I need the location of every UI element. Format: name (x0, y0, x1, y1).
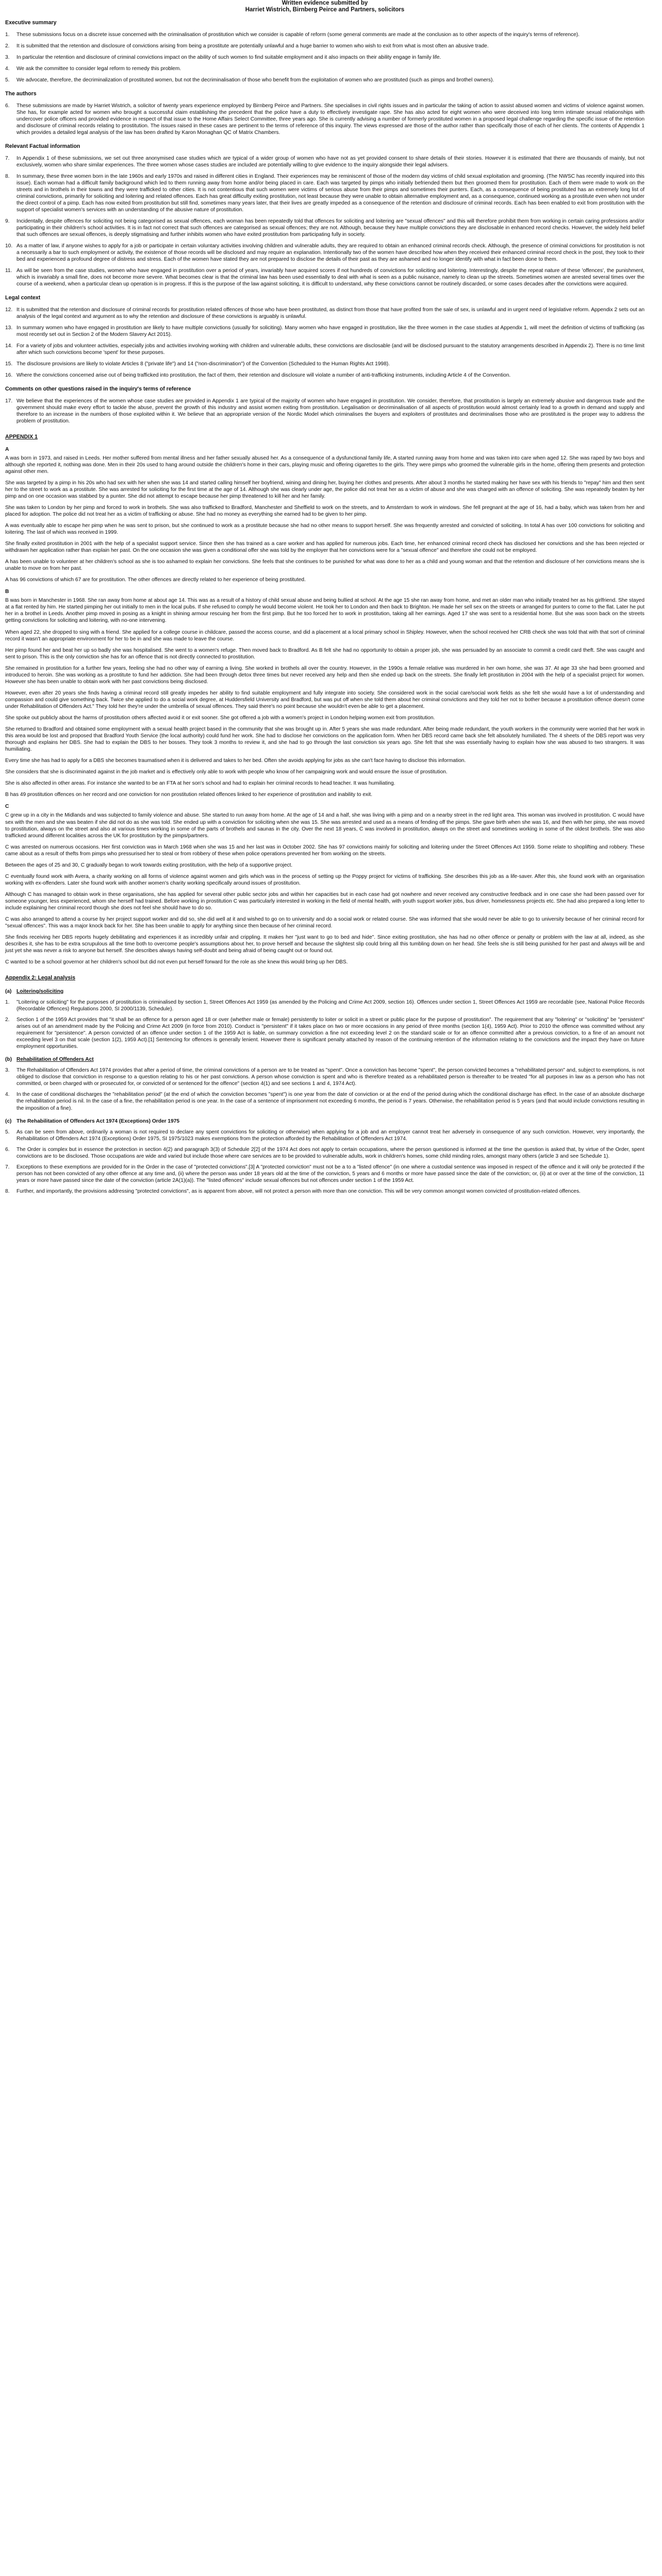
paragraph-text: The disclosure provisions are likely to violate Articles 8 ("private life") and 14 ("non-discrimination") of the Convention (Scheduled to the Human Rights Act 1998). (16, 361, 390, 367)
paragraph-text: Exceptions to these exemptions are provided for in the Order in the case of "protected convictions".[3] A "protected conviction" must not be a to a "listed offence" (in one where a custodial sentence was imposed in respect of the offence and it will only be protected if the person has not been convicted of any other offence at any time and, (ii) where the person was under 18 years old at the time of the conviction, 5 years and 6 months or more have passed since the date of the conviction; or, (ii) at or over at the time of the conviction, 11 years or more have passed since the date of the conviction (article 2A(1)(a)). The "listed offences" include sexual offences but not offences under section 1 of the 1959 Act. (16, 1164, 644, 1183)
numbered-paragraph (5, 343, 644, 356)
case-study-a (5, 446, 644, 584)
paragraph-text: As will be seen from the case studies, women who have engaged in prostitution over a period of years, invariably have acquired scores if not hundreds of convictions for soliciting and loitering. Interestingly, despite the repeat nature of these 'offences', the punishment, which is invariably a small fine, does not become more severe. What becomes clear is that the criminal law has been used essentially to deal with what is seen as a public nuisance, namely to clean up the streets. Sometimes women are arrested several times over the course of a weekend, when a particular clean up operation is in progress. If this is the purpose of the law against soliciting, it is difficult to understand, why these convictions cannot be routinely discarded, or some cases decades after the convictions were acquired. (16, 268, 644, 287)
paragraph-text: The Order is complex but in essence the protection in section 4(2) and paragraph 3(3) of Schedule 2[2] of the 1974 Act does not apply to certain occupations, where the person questioned is informed at the time the question is asked that, by virtue of the Order, spent convictions are to be disclosed. Those occupations are wide and varied but include those where care services are to be provided to vulnerable adults, work in children's homes, some child minding roles, amongst many others (article 3 and see Schedule 1). (16, 1146, 644, 1159)
paragraph-number: 1. (5, 31, 10, 38)
paragraph-text: These submissions focus on a discrete issue concerned with the criminalisation of prostitution which we consider is capable of reform (some general comments are made at the conclusion as to other aspects of the inquiry's terms of reference). (16, 31, 580, 38)
paragraph-number: 9. (5, 218, 10, 224)
document-title-line-2: Harriet Wistrich, Birnberg Peirce and Partners, solicitors (245, 7, 405, 13)
paragraph-text: Incidentally, despite offences for soliciting not being categorised as sexual offences, each woman has been repeatedly told that offences for soliciting and loitering are "sexual offences" and this will therefore prohibit them from working in certain caring professions and/or participating in their children's school activities. It is in fact not correct that such offences are categorised as sexual offences; they are not. Although, because they have multiple convictions they are disclosable in enhanced record checks. However, the widely held belief that such offences are sexual offences, is deeply stigmatising and further inhibits women who have exited prostitution from participating fully in society. (16, 218, 644, 238)
authors-heading: The authors (5, 91, 37, 97)
paragraph-text: In summary women who have engaged in prostitution are likely to have multiple convictions (usually for soliciting). Many women who have engaged in prostitution, like the three women in the case studies at Appendix 1, will meet the definition of victims of trafficking (as most recently set out in Section 2 of the Modern Slavery Act 2015). (16, 325, 644, 338)
factual-heading: Relevant Factual information (5, 143, 80, 149)
numbered-paragraph (5, 65, 644, 72)
numbered-paragraph (5, 372, 644, 379)
legal-paragraph (5, 1188, 644, 1195)
paragraph-text: In Appendix 1 of these submissions, we set out three anonymised case studies which are typical of a wider group of women who have not as yet provided consent to share details of their stories. However it is estimated that there are thousands of mainly, but not exclusively, women who share similar experiences. The three women whose cases studies are included are potentially willing to give evidence to the inquiry alongside their legal advisers. (16, 155, 644, 168)
paragraph-number: 5. (5, 1129, 10, 1135)
case-paragraph: Every time she has had to apply for a DBS she becomes traumatised when it is delivered and takes to her bed. Often she avoids applying for jobs as she can't face having to disclose this information. (5, 758, 466, 764)
case-paragraph: A has been unable to volunteer at her children's school as she is too ashamed to explain her convictions. She feels that she continues to be punished for what was done to her as a child and young woman and that the retention and disclosure of her convictions means she is unable to move on from her past. (5, 559, 644, 572)
legal-section-c (5, 1118, 644, 1195)
case-paragraph: She is also affected in other areas. For instance she wanted to be an FTA at her son's school and had to explain her criminal records to head teacher. It was humiliating. (5, 781, 395, 787)
executive-summary-list (5, 31, 644, 83)
numbered-paragraph (5, 31, 644, 38)
paragraph-text: Further, and importantly, the provisions addressing "protected convictions", as is apparent from above, will not protect a person with more than one conviction. This will be very common amongst women convicted of prostitution-related offences. (16, 1188, 581, 1194)
case-paragraph: Although C has managed to obtain work in these organisations, she has applied for several other public sector jobs and within her capacities but in each case had got nowhere and never received any constructive feedback and in one case she had been passed over for someone younger, less experienced, whom she herself had trained. Before working in prostitution C was particularly interested in working in the field of mental health, with youth support worker jobs, bus driver, homelessness projects etc. She had also prepared a long letter to include explaining her criminal record though she does not feel she should have to do so. (5, 891, 644, 911)
case-paragraph: B was born in Manchester in 1968. She ran away from home at about age 14. This was as a result of a history of child sexual abuse and being bullied at school. At the age 15 she ran away from home, and met an older man who initially treated her as his girlfriend. She stayed at a flat rented by him. He started pimping her out initially to men in the local pubs. If she refused to comply he would become violent. He took her to London and then back to Brighton. He made her sell sex on the streets or arranged for punters to come to the flat. Later he put her in a brothel in Leeds. Another pimp moved in posing as a knight in shining armour rescuing her from the first pimp. But he too forced her to work in prostitution, taking all her earnings. Aged 17 she was sent to a residential home. But she was soon back on the streets getting convictions for soliciting and loitering, with no-one intervening. (5, 598, 644, 624)
case-letter: A (5, 446, 9, 452)
case-study-b (5, 588, 644, 798)
paragraph-text: We ask the committee to consider legal reform to remedy this problem. (16, 66, 181, 72)
paragraph-text: For a variety of jobs and volunteer activities, especially jobs and activities involving working with children and vulnerable adults, these convictions are disclosable (and will be disclosed pursuant to the statutory arrangements described in Appendix 2). There is no time limit after which such convictions become 'spent' for these purposes. (16, 343, 644, 356)
paragraph-text: In the case of conditional discharges the "rehabilitation period" (at the end of which the conviction becomes "spent") is one year from the date of conviction or at the end of the period during which the conditional discharge has effect. In the case of an absolute discharge the rehabilitation period is nil. In the case of a fine, the rehabilitation period is one year. In the case of a sentence of imprisonment not exceeding 6 months, the period is 7 years. Otherwise, the rehabilitation period is 5 years (and that would include convictions resulting in the imposition of a fine). (16, 1092, 644, 1111)
paragraph-number: 2. (5, 43, 10, 49)
case-paragraph: She considers that she is discriminated against in the job market and is effectively only able to work with people who know of her campaigning work and would ensure the issue of prostitution. (5, 769, 448, 775)
paragraph-number: 11. (5, 268, 12, 274)
paragraph-text: It is submitted that the retention and disclosure of convictions arising from being a prostitute are potentially unlawful and a huge barrier to women who wish to exit from what is most often an abusive trade. (16, 43, 489, 49)
legal-subheading-title: The Rehabilitation of Offenders Act 1974 (Exceptions) Order 1975 (16, 1118, 180, 1124)
case-paragraph: When aged 22, she dropped to sing with a friend. She applied for a college course in childcare, passed the access course, and did a placement at a local primary school in Shipley. However, when the school received her CRB check she was told that with that sort of criminal record it wasn't an appropriate environment for her to be in and she was made to leave the course. (5, 629, 644, 642)
case-paragraph: C wanted to be a school governor at her children's school but did not even put herself forward for the role as she knew this would bring up her DBS. (5, 959, 348, 965)
paragraph-number: 6. (5, 1146, 10, 1153)
legal-subheading (5, 1118, 644, 1125)
legal-paragraph (5, 1067, 644, 1087)
paragraph-text: These submissions are made by Harriet Wistrich, a solicitor of twenty years experience employed by Birnberg Peirce and Partners. She specialises in civil rights issues and in particular the taking of action to assist abused women and victims of violence against women. She has, for example acted for women who brought a successful claim establishing the precedent that the police have a duty to effectively investigate rape. She has also acted for eight women who were deceived into long term intimate sexual relationships with undercover police officers and provided evidence in respect of that issue to the Home Affairs Select Committee, three years ago. She is currently advising a number of formerly prostituted women in a proposed legal challenge regarding the specific issue of the retention and disclosure of criminal records relating to prostitution. The issues raised in these cases are pertinent to the terms of reference of this inquiry. The views expressed are those of the author rather than specifically those of each of her clients. The contents of Appendix 1 which provides a detailed legal analysis of the law has been drafted by Karon Monaghan QC of Matrix Chambers. (16, 103, 644, 135)
case-paragraph: A was born in 1973, and raised in Leeds. Her mother suffered from mental illness and her father sexually abused her. As a consequence of a dysfunctional family life, A started running away from home and was taken into care when aged 12. She was raped by two boys and although she reported it, nothing was done. Men in their 20s used to hang around outside the children's home in their cars, playing music and offering cigarettes to the girls. They were pimps who groomed the vulnerable girls in the home, offering them presents and protection against other men. (5, 455, 644, 474)
paragraph-text: In particular the retention and disclosure of criminal convictions impact on the ability of such women to find suitable employment and it also impacts on their ability engage in family life. (16, 55, 441, 61)
numbered-paragraph (5, 218, 644, 238)
paragraph-number: 7. (5, 1164, 10, 1170)
case-paragraph: Between the ages of 25 and 30, C gradually began to work towards exiting prostitution, with the help of a supportive project. (5, 862, 293, 868)
appendix-2-heading: Appendix 2: Legal analysis (5, 975, 75, 981)
case-paragraph: C eventually found work with Avera, a charity working on all forms of violence against women and girls which was in the process of setting up the Poppy project for victims of trafficking. She describes this job as a life-saver. After this, she found work with an organisation working with ex-offenders. Later she found work with another women's charity working specifically around issues of prostitution. (5, 873, 644, 886)
case-paragraph: She finally exited prostitution in 2001 with the help of a specialist support service. Since then she has trained as a care worker and has applied for numerous jobs. Each time, her enhanced criminal record check has disclosed her convictions and she has been rejected or withdrawn her application rather than explain her past. On the one occasion she was given a conditional offer she was told by the employer that her convictions were for a "sexual offence" and therefore she could not be employed. (5, 541, 644, 554)
legal-paragraph (5, 1016, 644, 1050)
case-paragraph: However, even after 20 years she finds having a criminal record still greatly impedes her ability to find suitable employment and fully integrate into society. She considered work in the social care/social work fields as she felt she would have a lot of understanding and compassion and could give something back. Twice she applied to do a social work degree, at Huddersfield University and Bradford, but was put off when she told them about her criminal convictions and they told her not to bother because a prostitution offence doesn't come under Rehabilitation of Offenders Act." They told her they're under the umbrella of sexual offences. They said there's no point because she wouldn't even be able to get a placement. (5, 690, 644, 709)
paragraph-text: Where the convictions concerned arise out of being trafficked into prostitution, the fact of them, their retention and disclosure will violate a number of anti-trafficking instruments, including Article 4 of the Convention. (16, 372, 511, 379)
paragraph-number: 13. (5, 325, 13, 331)
paragraph-text: We believe that the experiences of the women whose case studies are provided in Appendix 1 are typical of the majority of women who have engaged in prostitution. We consider, therefore, that prostitution is largely an extremely abusive and dangerous trade and the government should make every effort to tackle the abuse, prevent the growth of this industry and assist women exiting from prostitution. Legalisation or decriminalisation of all aspects of prostitution would almost certainly lead to a growth in demand and supply and therefore to an increase in the numbers of those exploited within it. We believe that an appropriate version of the Nordic Model which criminalises the buyers and exploiters of prostitutes and decriminalises those who are prostituted is the proper way to address the problem of prostitution. (16, 398, 644, 424)
numbered-paragraph (5, 54, 644, 61)
document-title-line-1: Written evidence submitted by (282, 0, 368, 6)
paragraph-number: 3. (5, 55, 10, 61)
case-paragraph: A was eventually able to escape her pimp when he was sent to prison, but she continued to work as a prostitute because she had no other means to support herself. She was frequently arrested and convicted of soliciting. In total A has over 100 convictions for soliciting and loitering. The last of which was received in 1999. (5, 522, 644, 536)
paragraph-number: 3. (5, 1067, 10, 1074)
numbered-paragraph (5, 77, 644, 83)
case-paragraph: C grew up in a city in the Midlands and was subjected to family violence and abuse. She started to run away from home. At the age of 14 and a half, she was living with a pimp and on a nearby street in the red light area. This woman was involved in prostitution. C would have sex with the men and she was beaten if she did not do as she was told. She ended up with a conviction for soliciting when she was 15. She was arrested and used as a means of fending off the pimps. She gave birth when she was 16, and then with her pimp, she was moved to prostitution, always on the street and also at various times working in some of the parts of brothels and saunas in the city. Over the next 18 years, C was involved in prostitution, always on the street and sometimes working in some of the oldest brothels. She was also trafficked around different localities across the UK for prostitution by the pimps/partners. (5, 812, 644, 839)
case-paragraph: She remained in prostitution for a further few years, feeling she had no other way of earning a living. She worked in brothels all over the country. However, in the 1990s a female relative was murdered in her own home, she was 37. At age 33 she had been groomed and introduced to heroin. She was working as a prostitute to fund her addiction. She had been through detox three times but never received any help and then she ended up back on the streets. She finally left prostitution in 2004 with the help of a specialist project for women. However she has been unable to obtain work with her past convictions being disclosed. (5, 665, 644, 685)
numbered-paragraph (5, 155, 644, 168)
case-paragraph: She was taken to London by her pimp and forced to work in brothels. She was also trafficked to Bradford, Manchester and Sheffield to work on the streets, and to Amsterdam to work in windows. She fell pregnant at the age of 16, had a baby, which was taken from her and placed for adoption. The police did not treat her as a victim of trafficking or abuse. She had no money as everything she earned had to be given to her pimp. (5, 504, 644, 517)
paragraph-number: 7. (5, 155, 10, 161)
paragraph-text: As a matter of law, if anyone wishes to apply for a job or participate in certain voluntary activities involving children and vulnerable adults, they are required to obtain an enhanced criminal records check. Although, the presence of criminal convictions for prostitution is not a necessarily a bar to such employment or activity, the existence of those records will be disclosed and may require an explanation. Intentionally two of the women have described how when they received their enhanced criminal record check in the post, they took to their bed and experienced a profound degree of distress and stress. Each of the women have stated they are not prepared to disclose the details of their past as they are ashamed and no longer identify with what in fact been done to them. (16, 243, 644, 263)
legal-section-b (5, 1056, 644, 1111)
legal-subheading-letter: (b) (5, 1057, 12, 1063)
paragraph-number: 5. (5, 77, 10, 83)
paragraph-text: We advocate, therefore, the decriminalization of prostituted women, but not the decriminalisation of those who benefit from the exploitation of women who are prostituted (such as pimps and brothel owners). (16, 77, 494, 83)
case-paragraph: She was targeted by a pimp in his 20s who had sex with her when she was 14 and started calling himself her boyfriend, wining and dining her, buying her clothes and presents. After about 3 months he started making her have sex with his friends to "repay" him and then sent her to the street to work as a prostitute. She was arrested for soliciting for the first time at the age of 14. Although she was clearly under age, the police did not treat her as a victim of abuse and she was charged with an offence of soliciting. She was repeatedly beaten by her pimp and on one occasion was stabbed by a punter. She did not attempt to escape because her pimp threatened to kill her and her family. (5, 480, 644, 499)
paragraph-number: 10. (5, 243, 13, 249)
numbered-paragraph (5, 173, 644, 213)
numbered-paragraph (5, 307, 644, 320)
case-paragraph: B has 49 prostitution offences on her record and one conviction for non prostitution related offences linked to her experience of prostitution and inability to exit. (5, 792, 373, 798)
case-letter: B (5, 589, 9, 595)
paragraph-number: 16. (5, 372, 13, 379)
paragraph-text: "Loitering or soliciting" for the purposes of prostitution is criminalised by section 1, Street Offences Act 1959 (as amended by the Policing and Crime Act 2009, section 16). Offences under section 1, Street Offences Act 1959 are recordable (see, National Police Records (Recordable Offences) Regulations 2000, SI 2000/1139, Schedule). (16, 999, 644, 1012)
case-study-c (5, 803, 644, 965)
legal-paragraph (5, 1146, 644, 1160)
case-paragraph: She returned to Bradford and obtained some employment with a sexual health project based in the community that she was brought up in. After 5 years she was made redundant. After being made redundant, the youth workers in the community were worried that her work in this area would be lost and proposed that Bradford Youth Service (the local authority) could fund her work. She had to disclose her convictions on the application form. When her DBS record came back she felt absolutely humiliated. The 4 sheets of the DBS report was very thorough and explains her DBS. She had to explain the DBS to her bosses. They took 3 months to review it, and she had to go through the last conviction six years ago. She felt that she was essentially having to explain how she was abused to two strangers. It was humiliating. (5, 726, 644, 753)
legal-subheading (5, 988, 644, 995)
case-paragraph: C was arrested on numerous occasions. Her first conviction was in March 1968 when she was 15 and her last was in October 2002. She has 97 convictions mainly for soliciting and loitering under the Street Offences Act 1959. Some relate to shoplifting and robbery. These came about as a result of thefts from pimps who pressurised her to steal or from robbery of these when police operations prevented her from working on the streets. (5, 844, 644, 857)
paragraph-number: 15. (5, 361, 13, 367)
paragraph-number: 4. (5, 1092, 10, 1098)
document-title (5, 0, 644, 13)
paragraph-number: 1. (5, 999, 10, 1005)
numbered-paragraph (5, 103, 644, 136)
numbered-paragraph (5, 267, 644, 287)
paragraph-number: 17. (5, 398, 13, 404)
legal-section-a (5, 988, 644, 1050)
paragraph-number: 12. (5, 307, 13, 313)
paragraph-number: 6. (5, 103, 10, 109)
case-paragraph: C was also arranged to attend a course by her project support worker and did so, she did well at it and wished to go on to university and do a social work or related course. She was informed that she would never be able to go to university because of her criminal record for "sexual offences". This was a major knock back for her. She has been unable to apply for anything since then because of her criminal record. (5, 917, 644, 929)
legal-subheading-title: Rehabilitation of Offenders Act (16, 1057, 94, 1063)
paragraph-number: 8. (5, 173, 10, 179)
paragraph-number: 2. (5, 1017, 10, 1023)
case-letter: C (5, 804, 9, 810)
numbered-paragraph (5, 243, 644, 263)
other-questions-heading: Comments on other questions raised in the inquiry's terms of reference (5, 386, 191, 393)
executive-summary-heading: Executive summary (5, 20, 57, 26)
legal-subheading-letter: (a) (5, 988, 12, 994)
paragraph-number: 14. (5, 343, 13, 349)
paragraph-text: Section 1 of the 1959 Act provides that "it shall be an offence for a person aged 18 or over (whether male or female) persistently to loiter or solicit in a street or public place for the purpose of prostitution". The requirement that any "loitering" or "soliciting" be "persistent" arises out of an amendment made by the Policing and Crime Act 2009 (in force from 2010). Conduct is "persistent" if it takes place on two or more occasions in any period of three months (section 1(4), 1959 Act). Prior to 2010 the offence was committed without any requirement for "persistence". A person convicted of an offence under section 1 of the 1959 Act is liable, on summary conviction a fine not exceeding level 2 on the standard scale or for an offence committed after a previous conviction, to a fine of an amount not exceeding level 3 on that scale (section 1(2), 1959 Act).[1] Sentencing for offences is generally lenient. However there is significant penalty attached by reason of the continuing retention of the information relating to the convictions and the impact they have on future employment opportunities. (16, 1017, 644, 1050)
legal-context-heading: Legal context (5, 295, 41, 301)
paragraph-text: It is submitted that the retention and disclosure of criminal records for prostitution related offences of those who have been prostituted, as distinct from those that have profited from the sale of sex, is unlawful and in urgent need of legislative reform. Appendix 2 sets out an analysis of the legal context and argument as to why the retention and disclosure of these convictions is arguably is unlawful. (16, 307, 644, 319)
legal-subheading-title: Loitering/soliciting (16, 988, 64, 994)
legal-paragraph (5, 1129, 644, 1142)
numbered-paragraph (5, 325, 644, 338)
paragraph-text: The Rehabilitation of Offenders Act 1974 provides that after a period of time, the criminal convictions of a person are to be treated as "spent". Once a conviction has become "spent", the person convicted becomes a "rehabilitated person" and, subject to exemptions, is not obliged to disclose that conviction in response to a question relating to his or her past convictions. A person whose conviction is spent and who is therefore treated as a rehabilitated person is thereafter to be treated "for all purposes in law as a person who has not committed, or been charged with or prosecuted for, or convicted of or sentenced for the offence" (section 4(1) and see sections 1 and 4, 1974 Act). (16, 1067, 644, 1087)
legal-paragraph (5, 1164, 644, 1184)
case-paragraph: She finds receiving her DBS reports hugely debilitating and experiences it as incredibly unfair and crippling. It makes her "just want to go to bed and hide". Since exiting prostitution, she has had no other offence or penalty or problem with the law at all, indeed, as she describes it, she has to be extra scrupulous all the time both to overcome people's assumptions about her, to prove herself and because the slightest slip could bring all this tumbling down on her head. She feels she is still being punished for her past and always will be and just yet she was never a risk to anyone but herself. She describes always having self-doubt and being afraid of being caught out or found out. (5, 935, 644, 954)
numbered-paragraph (5, 361, 644, 367)
paragraph-text: As can be seen from above, ordinarily a woman is not required to declare any spent convictions for soliciting or otherwise) when applying for a job and an employer cannot treat her adversely in consequence of any such conviction. However, very importantly, the Rehabilitation of Offenders Act 1974 (Exceptions) Order 1975, SI 1975/1023 makes exemptions from the protection afforded by the Rehabilitation of Offenders Act 1974. (16, 1129, 644, 1142)
numbered-paragraph (5, 398, 644, 425)
legal-paragraph (5, 999, 644, 1012)
legal-subheading (5, 1056, 644, 1063)
paragraph-text: In summary, these three women born in the late 1960s and early 1970s and raised in different cities in England. Their experiences may be reminiscent of those of the modern day victims of child sexual exploitation and grooming. (The NWSC has recently inquired into this issue). Each woman had a difficult family background which led to them running away from home and/or being placed in care. Each was targeted by pimps who initially befriended them but then groomed them for prostitution. Each of them were made to work on the streets and in brothels in their towns and they were trafficked to other cities. It is not contentious that such women were victims of serious abuse from their pimps and sometimes their punters. Each, as a consequence of being prostituted has an extremely long list of criminal convictions, primarily for soliciting and loitering and related offences. Each has great difficulty exiting prostitution, not least because they were unable to obtain alternative employment and, as a consequence, continued working as a prostitute even when not under the direct control of a pimp. Each has now exited from prostitution but still find, sometimes many years later, that their lives are greatly impeded as a consequence of the retention and disclosure of criminal records. Each has been enabled to exit from prostitution with the support of specialist women's services with an understanding of the abusive nature of prostitution. (16, 173, 644, 213)
appendix-1-heading: APPENDIX 1 (5, 434, 38, 440)
case-paragraph: She spoke out publicly about the harms of prostitution others affected avoid it or exit sooner. She got offered a job with a women's project in London helping women exit from prostitution. (5, 715, 435, 721)
legal-paragraph (5, 1091, 644, 1111)
paragraph-number: 8. (5, 1188, 10, 1194)
legal-subheading-letter: (c) (5, 1118, 12, 1124)
case-paragraph: Her pimp found her and beat her up so badly she was hospitalised. She went to a women's refuge. Then moved back to Bradford. As B felt she had no opportunity to obtain a proper job, she was persuaded by an associate to commit a credit card theft. She was caught and sent to prison. This is the only conviction she has for an offence that is not directly connected to prostitution. (5, 647, 644, 660)
paragraph-number: 4. (5, 66, 10, 72)
case-paragraph: A has 96 convictions of which 67 are for prostitution. The other offences are directly related to her experience of being prostituted. (5, 577, 306, 583)
numbered-paragraph (5, 43, 644, 49)
